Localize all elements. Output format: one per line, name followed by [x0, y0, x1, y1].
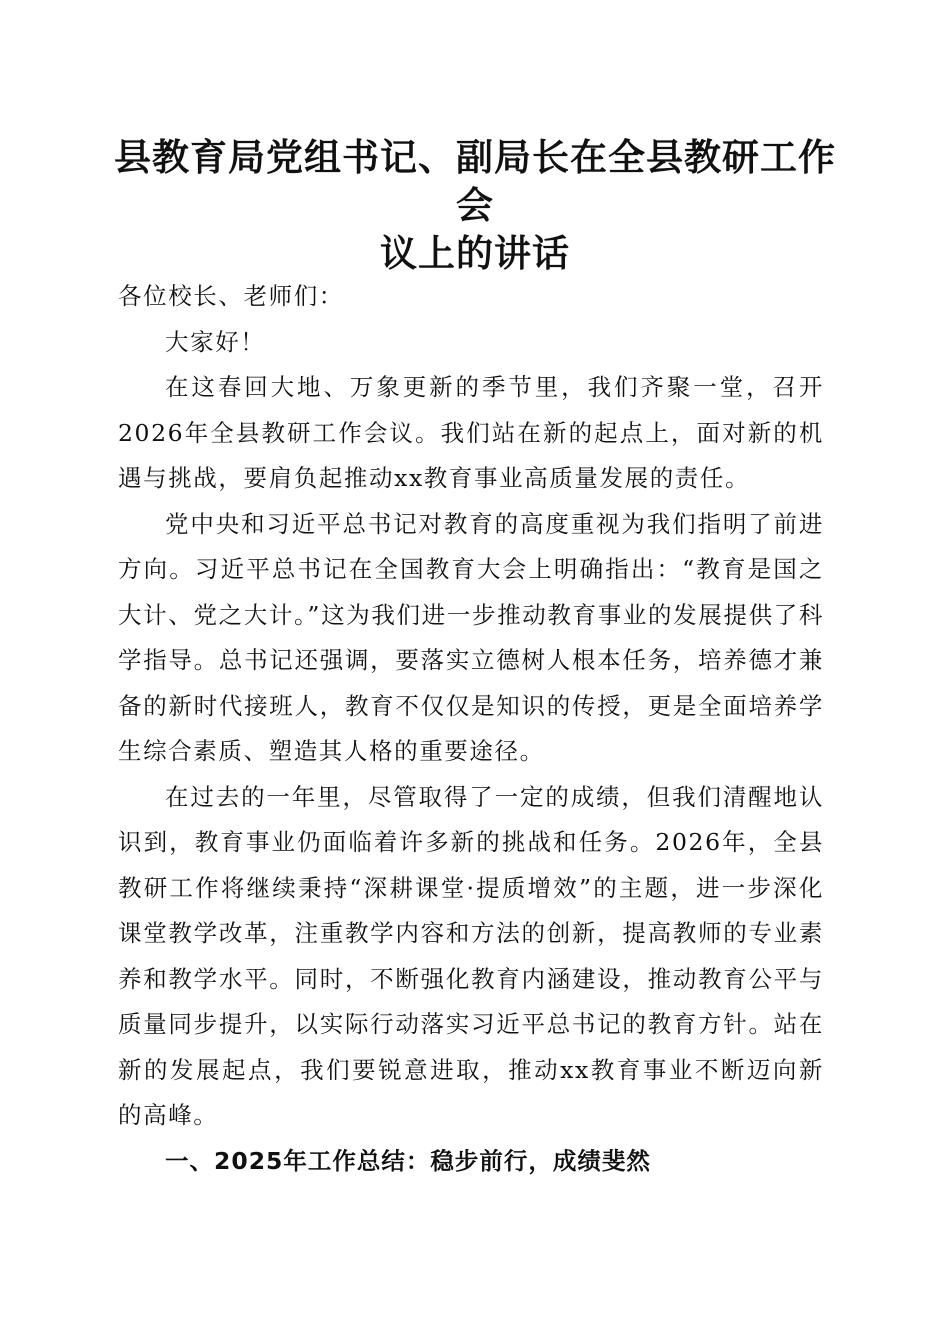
document-body	[118, 274, 824, 1184]
title-line-1: 县教育局党组书记、副局长在全县教研工作会	[114, 135, 836, 227]
salutation: 各位校长、老师们：	[118, 282, 344, 310]
paragraph-3: 在过去的一年里，尽管取得了一定的成绩，但我们清醒地认识到，教育事业仍面临着许多新的挑战和任务。2026年，全县教研工作将继续秉持“深耕课堂·提质增效”的主题，进一步深化课堂教学改革，注重教学内容和方法的创新，提高教师的专业素养和教学水平。同时，不断强化教育内涵建设，推动教育公平与质量同步提升，以实际行动落实习近平总书记的教育方针。站在新的发展起点，我们要锐意进取，推动xx教育事业不断迈向新的高峰。	[118, 782, 824, 1129]
title-line-2: 议上的讲话	[380, 231, 570, 275]
paragraph-2: 党中央和习近平总书记对教育的高度重视为我们指明了前进方向。习近平总书记在全国教育大会上明确指出：“教育是国之大计、党之大计。”这为我们进一步推动教育事业的发展提供了科学指导。总书记还强调，要落实立德树人根本任务，培养德才兼备的新时代接班人，教育不仅仅是知识的传授，更是全面培养学生综合素质、塑造其人格的重要途径。	[118, 509, 824, 765]
greeting: 大家好！	[165, 327, 266, 356]
section-heading: 一、2025年工作总结：稳步前行，成绩斐然	[165, 1146, 651, 1175]
document-title	[110, 133, 840, 277]
paragraph-1: 在这春回大地、万象更新的季节里，我们齐聚一堂，召开2026年全县教研工作会议。我们站在新的起点上，面对新的机遇与挑战，要肩负起推动xx教育事业高质量发展的责任。	[118, 373, 824, 492]
